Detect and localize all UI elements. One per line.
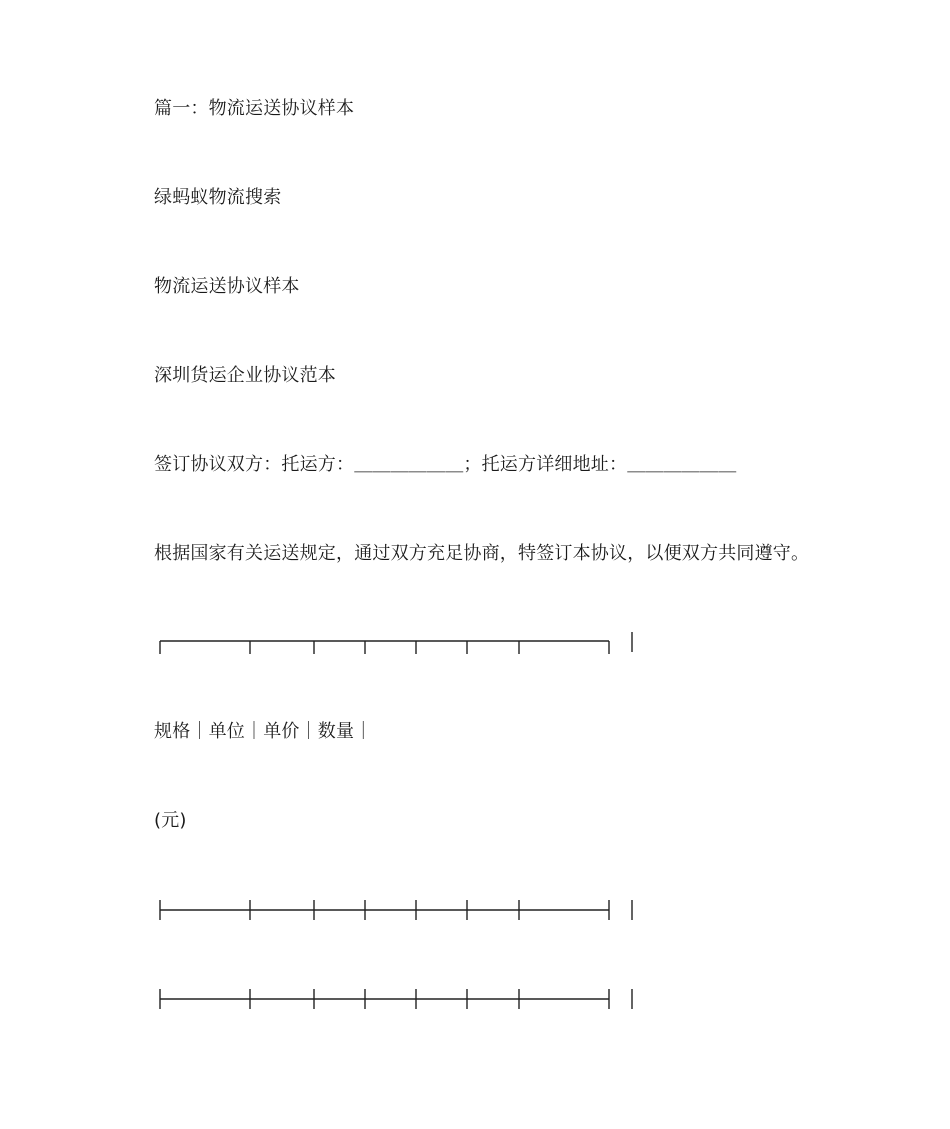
table-row-divider [154, 896, 654, 926]
section-heading: 篇一：物流运送协议样本 [154, 98, 355, 119]
template-title: 深圳货运企业协议范本 [154, 365, 336, 386]
intro-paragraph: 根据国家有关运送规定，通过双方充足协商，特签订本协议，以便双方共同遵守。 [154, 543, 810, 564]
unit-note: (元) [154, 810, 187, 831]
search-text: 绿蚂蚁物流搜索 [154, 187, 282, 208]
document-subtitle: 物流运送协议样本 [154, 276, 300, 297]
table-header-row: 规格｜单位｜单价｜数量｜ [154, 721, 373, 742]
parties-line: 签订协议双方：托运方：＿＿＿＿＿＿；托运方详细地址：＿＿＿＿＿＿ [154, 454, 737, 475]
table-top-border [154, 630, 654, 660]
table-row-divider [154, 985, 654, 1015]
